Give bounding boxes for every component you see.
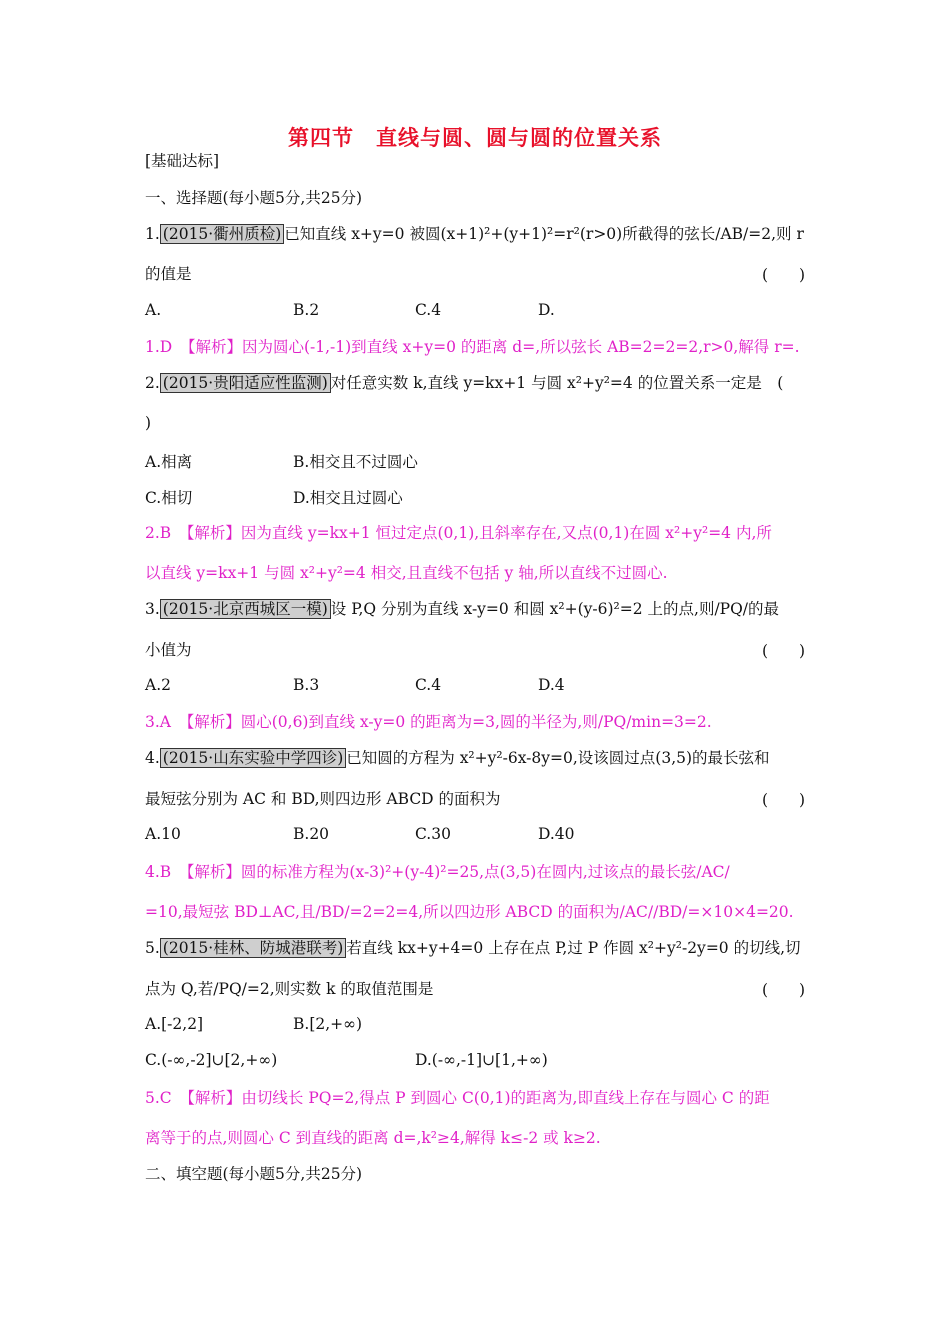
page-title: 第四节 直线与圆、圆与圆的位置关系 (288, 125, 662, 150)
option-d: D. (538, 301, 555, 319)
question-1-cont: 的值是 (145, 265, 192, 283)
question-text: 已知直线 x+y=0 被圆(x+1)²+(y+1)²=r²(r>0)所截得的弦长/AB/=2,则 r (284, 225, 804, 243)
question-5 (145, 937, 801, 959)
option-b: B.相交且不过圆心 (293, 453, 418, 471)
source-tag: (2015·桂林、防城港联考) (160, 938, 346, 958)
question-number: 1. (145, 225, 160, 243)
question-number: 5. (145, 939, 160, 957)
part2-heading: 二、填空题(每小题5分,共25分) (145, 1165, 363, 1183)
source-tag: (2015·衢州质检) (160, 224, 284, 244)
answer-4-line2: =10,最短弦 BD⊥AC,且/BD/=2=2=4,所以四边形 ABCD 的面积为/AC//BD/=×10×4=20. (145, 903, 794, 921)
option-c: C.(-∞,-2]∪[2,+∞) (145, 1051, 278, 1069)
source-tag: (2015·山东实验中学四诊) (160, 748, 346, 768)
question-text: 对任意实数 k,直线 y=kx+1 与圆 x²+y²=4 的位置关系一定是 ( (330, 374, 784, 392)
part1-heading: 一、选择题(每小题5分,共25分) (145, 189, 363, 207)
question-text: 设 P,Q 分别为直线 x-y=0 和圆 x²+(y-6)²=2 上的点,则/PQ/的最 (330, 600, 780, 618)
option-c: C.4 (415, 301, 442, 319)
answer-4-line1: 4.B 【解析】圆的标准方程为(x-3)²+(y-4)²=25,点(3,5)在圆内,过该点的最长弦/AC/ (145, 863, 730, 881)
answer-paren: ( ) (762, 981, 806, 999)
option-c: C.30 (415, 825, 451, 843)
option-d: D.40 (538, 825, 575, 843)
answer-paren: ( ) (762, 642, 806, 660)
option-a: A.10 (145, 825, 181, 843)
answer-5-line1: 5.C 【解析】由切线长 PQ=2,得点 P 到圆心 C(0,1)的距离为,即直线上存在与圆心 C 的距 (145, 1089, 770, 1107)
answer-paren: ( ) (762, 791, 806, 809)
question-3-cont: 小值为 (145, 641, 192, 659)
source-tag: (2015·贵阳适应性监测) (160, 373, 331, 393)
answer-paren: ( ) (762, 266, 806, 284)
answer-1: 1.D 【解析】因为圆心(-1,-1)到直线 x+y=0 的距离 d=,所以弦长 AB=2=2=2,r>0,解得 r=. (145, 338, 800, 356)
question-5-cont: 点为 Q,若/PQ/=2,则实数 k 的取值范围是 (145, 980, 434, 998)
question-2 (145, 372, 783, 394)
question-number: 2. (145, 374, 160, 392)
option-a: A. (145, 301, 162, 319)
option-a: A.2 (145, 676, 171, 694)
option-a: A.[-2,2] (145, 1015, 204, 1033)
section-label: [基础达标] (145, 152, 220, 170)
option-c: C.相切 (145, 489, 193, 507)
option-b: B.2 (293, 301, 320, 319)
option-b: B.3 (293, 676, 320, 694)
option-d: D.4 (538, 676, 565, 694)
answer-5-line2: 离等于的点,则圆心 C 到直线的距离 d=,k²≥4,解得 k≤-2 或 k≥2. (145, 1129, 601, 1147)
option-d: D.(-∞,-1]∪[1,+∞) (415, 1051, 548, 1069)
option-a: A.相离 (145, 453, 193, 471)
question-4 (145, 747, 770, 769)
question-3 (145, 598, 779, 620)
question-number: 3. (145, 600, 160, 618)
option-c: C.4 (415, 676, 442, 694)
question-text: 若直线 kx+y+4=0 上存在点 P,过 P 作圆 x²+y²-2y=0 的切线,切 (346, 939, 801, 957)
option-b: B.[2,+∞) (293, 1015, 363, 1033)
source-tag: (2015·北京西城区一模) (160, 599, 331, 619)
question-number: 4. (145, 749, 160, 767)
option-b: B.20 (293, 825, 330, 843)
answer-2-line1: 2.B 【解析】因为直线 y=kx+1 恒过定点(0,1),且斜率存在,又点(0,1)在圆 x²+y²=4 内,所 (145, 524, 772, 542)
question-text: 已知圆的方程为 x²+y²-6x-8y=0,设该圆过点(3,5)的最长弦和 (346, 749, 770, 767)
question-1 (145, 223, 804, 245)
question-2-cont: ) (145, 414, 152, 432)
answer-2-line2: 以直线 y=kx+1 与圆 x²+y²=4 相交,且直线不包括 y 轴,所以直线不过圆心. (145, 564, 668, 582)
question-4-cont: 最短弦分别为 AC 和 BD,则四边形 ABCD 的面积为 (145, 790, 501, 808)
answer-3: 3.A 【解析】圆心(0,6)到直线 x-y=0 的距离为=3,圆的半径为,则/PQ/min=3=2. (145, 713, 712, 731)
option-d: D.相交且过圆心 (293, 489, 403, 507)
